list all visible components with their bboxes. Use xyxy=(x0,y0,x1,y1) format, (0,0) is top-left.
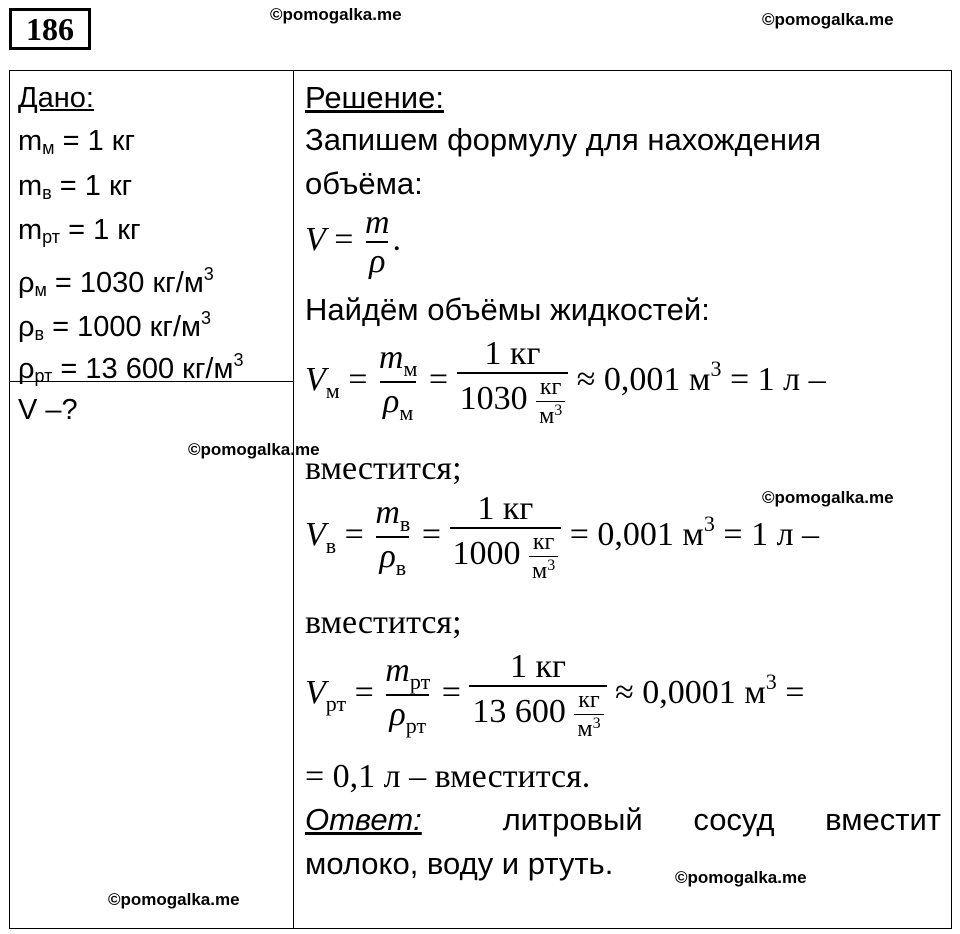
answer-line1 xyxy=(305,802,941,838)
volume-mercury-equation: $V_{рт}$ = $\frac{m_{рт}}{\rho_{рт}}$ = 1 кг 13 600 $\frac{кг}{м^3}$ ≈ 0,0001 $м^3$ = xyxy=(305,648,805,742)
solution-intro-line2: объёма: xyxy=(305,166,423,201)
watermark-bottom-left: ©pomogalka.me xyxy=(108,890,240,909)
given-mass-water: $m_в = 1$ кг xyxy=(18,170,133,203)
volume-mercury-conclusion: = 0,1 л – вместится. xyxy=(305,758,591,795)
watermark-mid-right: ©pomogalka.me xyxy=(762,488,894,507)
answer-text-line1: литровый сосуд вместит xyxy=(502,802,941,837)
given-mass-mercury: $m_{рт} = 1$ кг xyxy=(18,214,141,247)
find-volumes-line: Найдём объёмы жидкостей: xyxy=(305,292,710,327)
watermark-mid-left: ©pomogalka.me xyxy=(188,440,320,459)
volume-milk-equation: $V_м$ = $\frac{m_м}{\rho_м}$ = 1 кг 1030 $\frac{кг}{м^3}$ ≈ 0,001 $м^3 = 1$ л – xyxy=(305,335,826,429)
watermark-top-right: ©pomogalka.me xyxy=(762,10,894,29)
given-density-milk: $\rho_м = 1030$ $кг/м^3$ xyxy=(18,264,214,300)
answer-line2: молоко, воду и ртуть. xyxy=(305,846,614,881)
watermark-top-center: ©pomogalka.me xyxy=(270,5,402,24)
volume-formula: V = $\frac{m}{\rho}$ . xyxy=(305,204,402,281)
given-title: Дано: xyxy=(18,82,94,114)
answer-label: Ответ: xyxy=(305,802,422,837)
column-divider xyxy=(293,70,294,929)
find-value: V –? xyxy=(18,394,78,426)
solution-intro-line1: Запишем формулу для нахождения xyxy=(305,122,822,157)
watermark-bottom-right: ©pomogalka.me xyxy=(675,868,807,887)
volume-water-equation: $V_в$ = $\frac{m_в}{\rho_в}$ = 1 кг 1000 $\frac{кг}{м^3}$ = 0,001 $м^3 = 1$ л – xyxy=(305,490,820,584)
problem-number: 186 xyxy=(9,8,91,50)
volume-milk-conclusion: вместится; xyxy=(305,450,462,487)
given-density-water: $\rho_в = 1000$ $кг/м^3$ xyxy=(18,308,211,344)
given-mass-milk: $m_м = 1$ кг xyxy=(18,125,136,158)
volume-water-conclusion: вместится; xyxy=(305,604,462,641)
solution-title: Решение: xyxy=(305,80,444,115)
given-density-mercury: $\rho_{рт} = 13$ 600 $кг/м^3$ xyxy=(18,350,244,386)
